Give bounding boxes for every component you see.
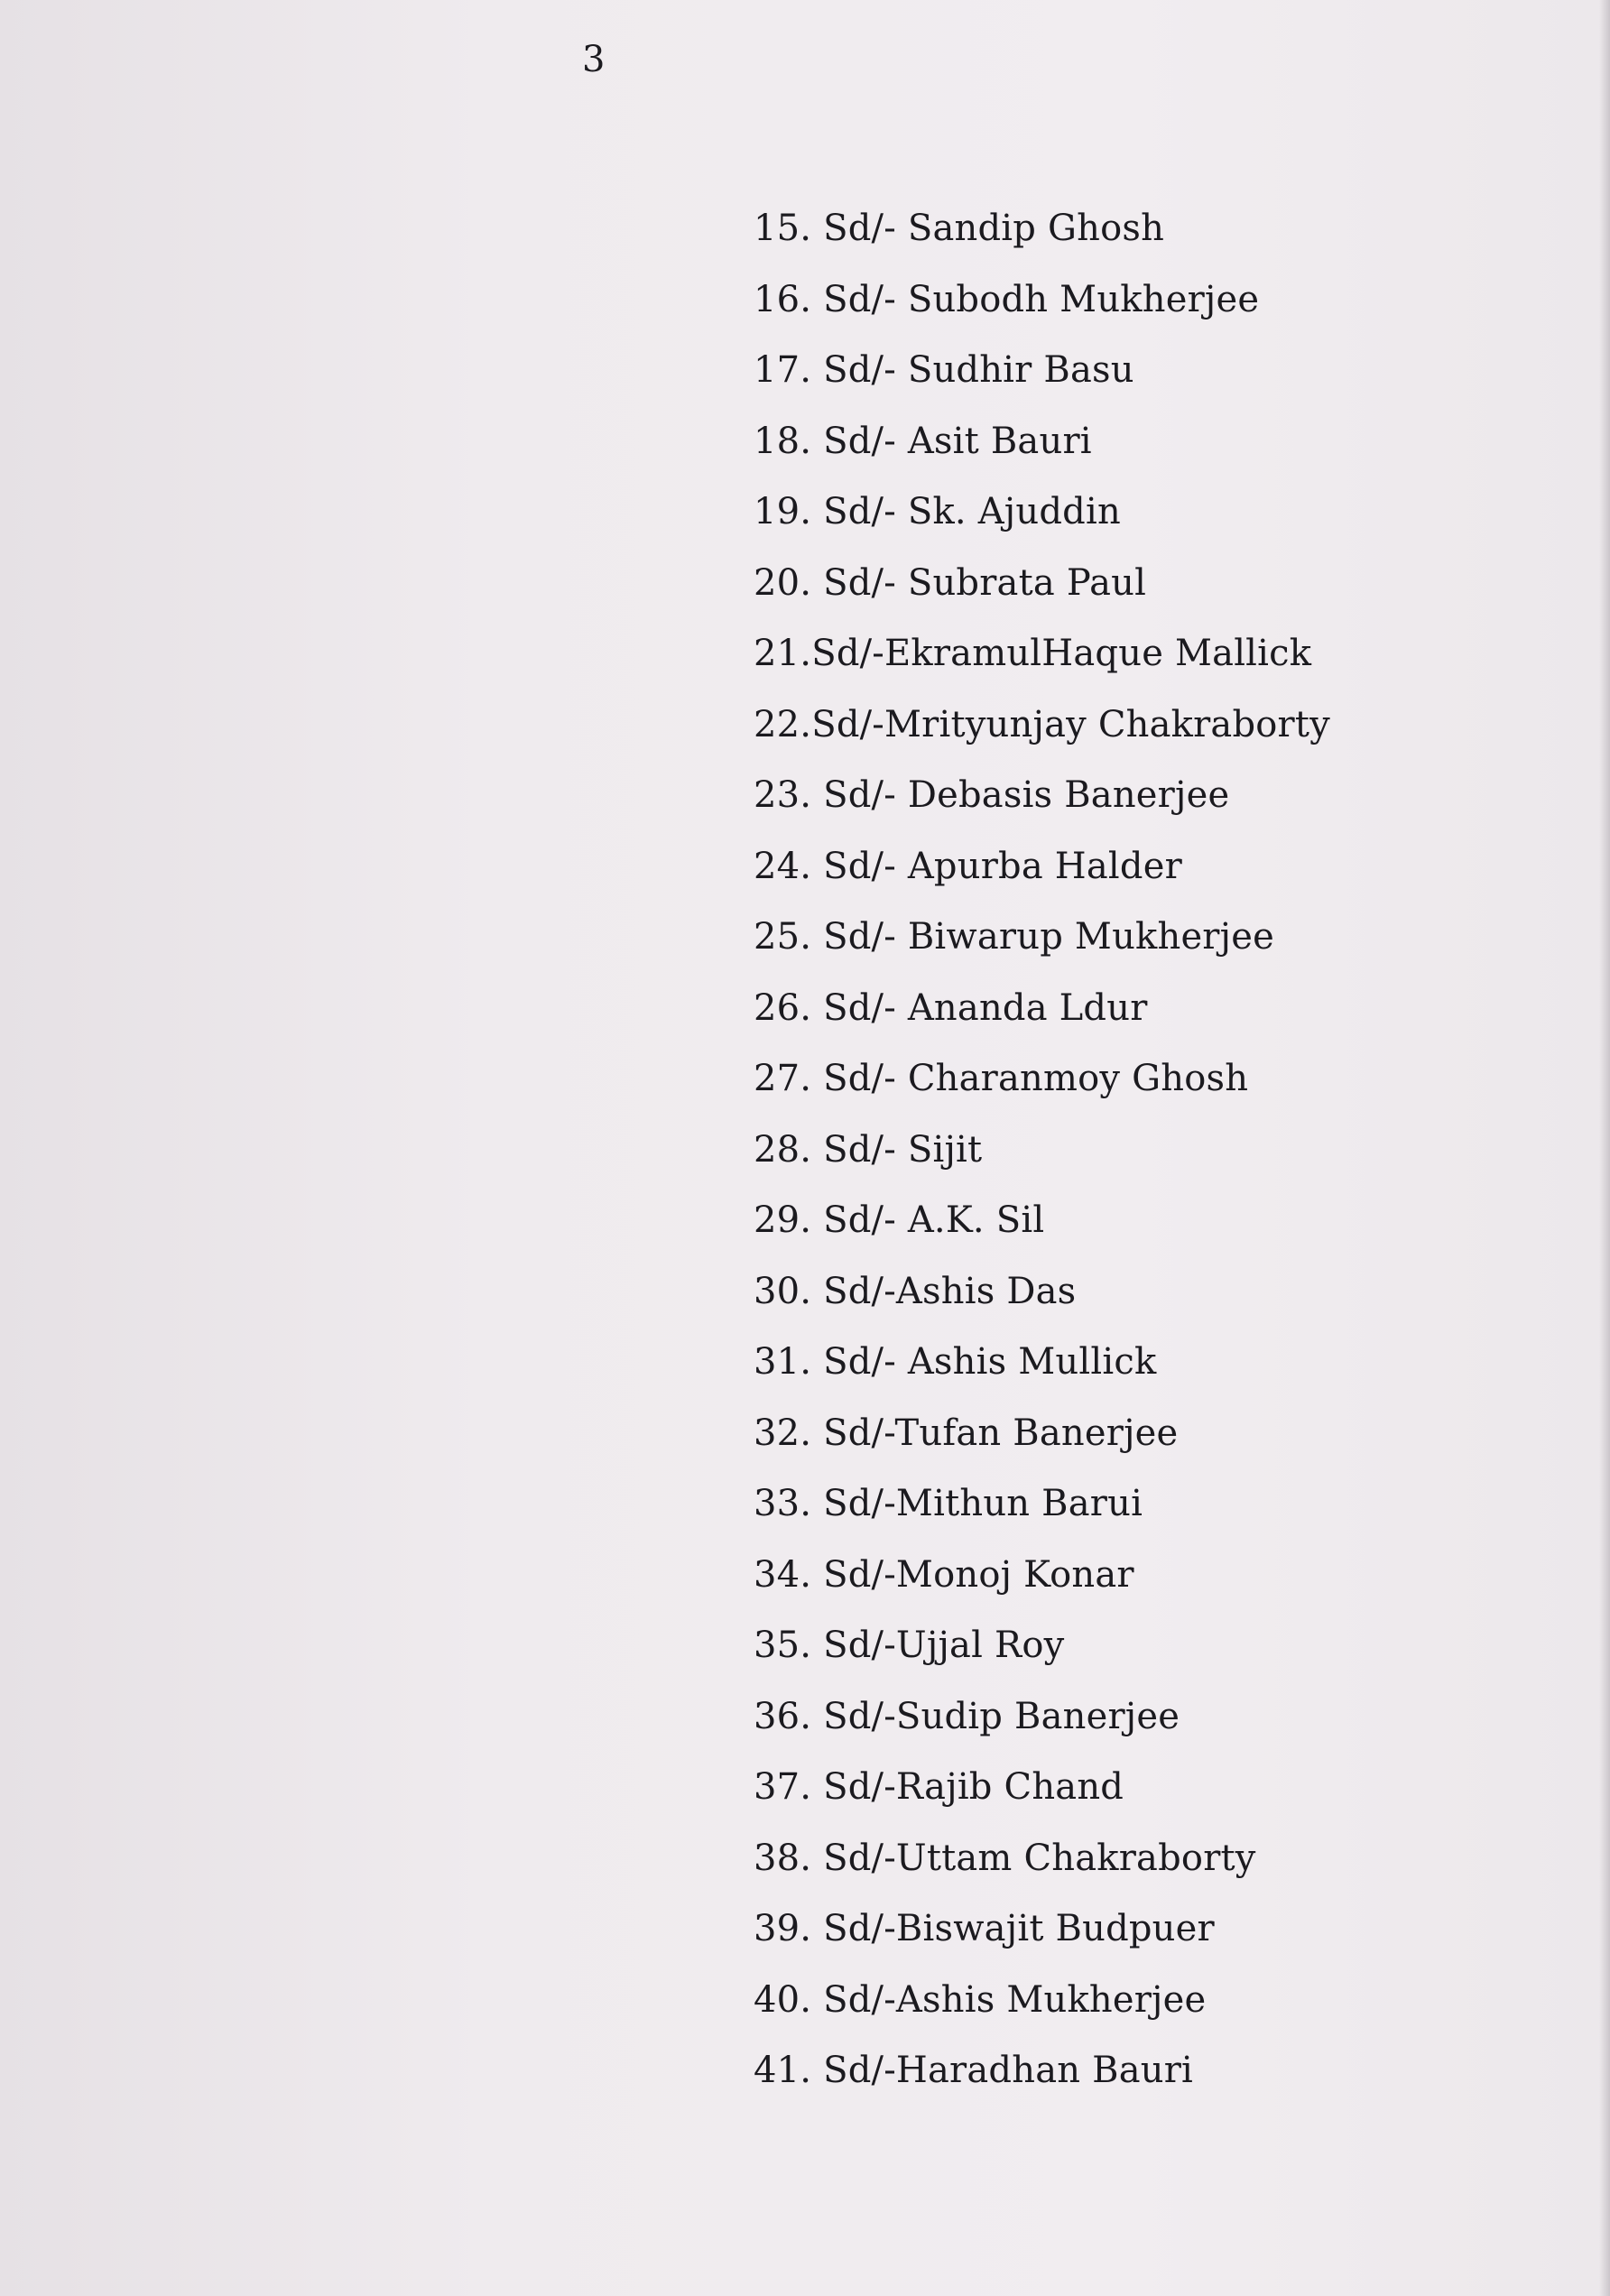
signatory-line: 19. Sd/- Sk. Ajuddin [754,491,1121,532]
signatory-line: 26. Sd/- Ananda Ldur [754,986,1148,1029]
signatory-line: 37. Sd/-Rajib Chand [754,1766,1124,1808]
signatory-line: 22.Sd/-Mrityunjay Chakraborty [754,703,1330,745]
signatory-line: 31. Sd/- Ashis Mullick [754,1341,1157,1383]
signatory-line: 33. Sd/-Mithun Barui [754,1483,1143,1524]
signatory-line: 27. Sd/- Charanmoy Ghosh [754,1058,1249,1099]
signatory-line: 41. Sd/-Haradhan Bauri [754,2050,1194,2091]
signatory-line: 16. Sd/- Subodh Mukherjee [754,278,1260,320]
signatory-line: 20. Sd/- Subrata Paul [754,561,1147,604]
signatory-line: 38. Sd/-Uttam Chakraborty [754,1837,1256,1879]
signatory-line: 36. Sd/-Sudip Banerjee [754,1695,1180,1737]
signatory-line: 18. Sd/- Asit Bauri [754,420,1092,462]
signatory-line: 15. Sd/- Sandip Ghosh [754,208,1165,249]
signatory-line: 21.Sd/-EkramulHaque Mallick [754,633,1312,674]
signatory-line: 24. Sd/- Apurba Halder [754,845,1182,887]
page-edge-shadow [1599,0,1610,2296]
signatory-line: 23. Sd/- Debasis Banerjee [754,774,1230,816]
signatory-line: 32. Sd/-Tufan Banerjee [754,1412,1179,1454]
signatory-line: 39. Sd/-Biswajit Budpuer [754,1908,1215,1949]
signatory-line: 40. Sd/-Ashis Mukherjee [754,1978,1207,2021]
signatory-line: 17. Sd/- Sudhir Basu [754,349,1134,391]
page-number: 3 [582,39,606,80]
signatory-list [754,200,1330,2114]
signatory-line: 35. Sd/-Ujjal Roy [754,1625,1065,1666]
signatory-line: 34. Sd/-Monoj Konar [754,1553,1134,1596]
signatory-line: 28. Sd/- Sijit [754,1128,983,1171]
signatory-line: 25. Sd/- Biwarup Mukherjee [754,916,1274,958]
signatory-line: 30. Sd/-Ashis Das [754,1270,1077,1312]
signatory-line: 29. Sd/- A.K. Sil [754,1199,1045,1241]
